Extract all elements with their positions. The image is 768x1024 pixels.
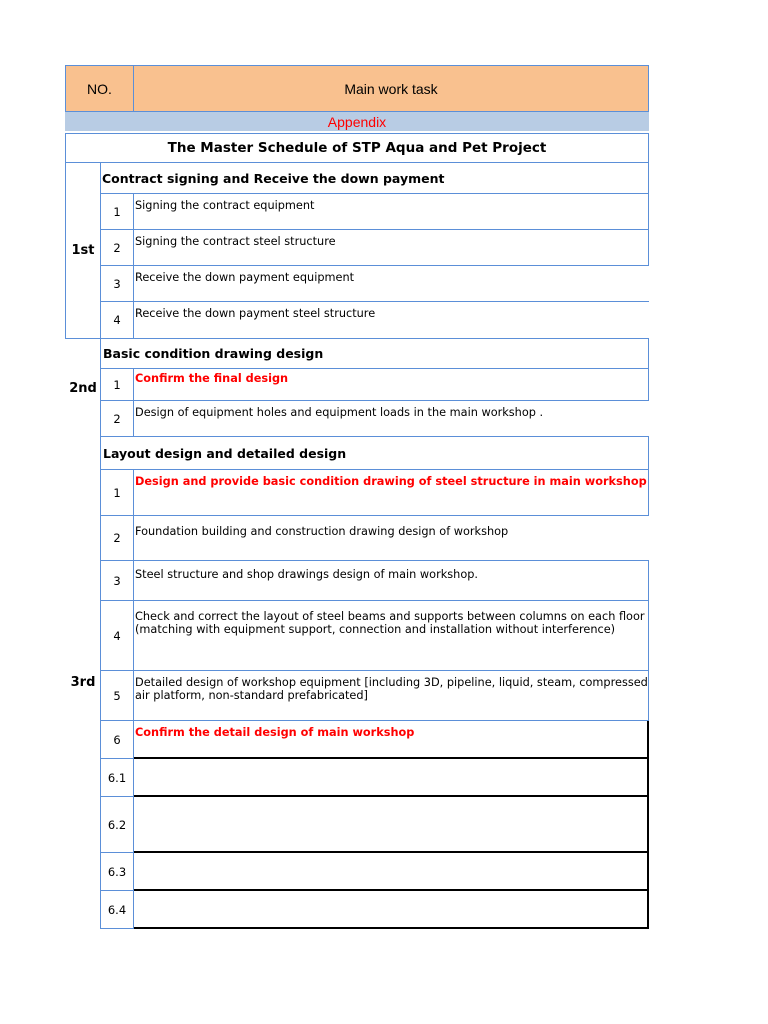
task-number: 2 bbox=[100, 401, 134, 437]
task-number: 2 bbox=[100, 230, 134, 266]
task-description bbox=[134, 516, 649, 561]
task-number: 1 bbox=[100, 194, 134, 230]
task-number: 4 bbox=[100, 601, 134, 671]
task-number: 6.2 bbox=[100, 797, 134, 853]
task-en-text-highlight: Confirm the detail design of main workshop bbox=[135, 726, 415, 739]
task-description bbox=[134, 302, 649, 339]
task-en-text: Receive the down payment steel structure bbox=[135, 307, 376, 320]
task-number: 4 bbox=[100, 302, 134, 339]
task-number: 6.3 bbox=[100, 853, 134, 891]
task-description bbox=[134, 230, 649, 266]
task-en-text: Signing the contract equipment bbox=[135, 199, 315, 212]
header-no: NO. bbox=[65, 65, 134, 112]
phase-label-1st: 1st bbox=[65, 163, 101, 339]
task-en-text-highlight: Design and provide basic condition drawing of steel structure in main workshop bbox=[135, 475, 647, 488]
task-en-text: Check and correct the layout of steel beams and supports between columns on each floor (matching with equipment support, connection and installation without interference) bbox=[135, 610, 645, 636]
task-description bbox=[134, 671, 649, 721]
task-description bbox=[134, 797, 649, 853]
task-en-text: Signing the contract steel structure bbox=[135, 235, 336, 248]
task-en-text: Receive the down payment equipment bbox=[135, 271, 355, 284]
task-en-text: Design of equipment holes and equipment loads in the main workshop . bbox=[135, 406, 544, 419]
task-number: 2 bbox=[100, 516, 134, 561]
task-description bbox=[134, 369, 649, 401]
task-en-text-highlight: Confirm the final design bbox=[135, 372, 289, 385]
section-heading-en: Layout design and detailed design bbox=[103, 445, 347, 461]
task-number: 3 bbox=[100, 266, 134, 302]
task-description bbox=[134, 561, 649, 601]
task-number: 5 bbox=[100, 671, 134, 721]
task-number: 6 bbox=[100, 721, 134, 759]
task-number: 3 bbox=[100, 561, 134, 601]
appendix-label: Appendix bbox=[65, 112, 649, 131]
task-number: 6.1 bbox=[100, 759, 134, 797]
phase-label-3rd: 3rd bbox=[70, 675, 96, 690]
task-description bbox=[134, 401, 649, 437]
section-heading-1st bbox=[100, 163, 649, 194]
task-mixed-text: Detailed design of workshop equipment [including 3D, pipeline, liquid, steam, compressed air platform, non-standard prefabricated] bbox=[135, 676, 648, 702]
task-description bbox=[134, 759, 649, 797]
task-description bbox=[134, 470, 649, 516]
section-heading-3rd bbox=[100, 437, 649, 470]
phase-label-2nd: 2nd bbox=[69, 380, 97, 396]
task-number: 1 bbox=[100, 470, 134, 516]
schedule-title: The Master Schedule of STP Aqua and Pet Project bbox=[65, 133, 649, 163]
section-heading-2nd bbox=[100, 339, 649, 369]
task-description bbox=[134, 891, 649, 929]
task-number: 6.4 bbox=[100, 891, 134, 929]
task-en-text: Steel structure and shop drawings design of main workshop. bbox=[135, 568, 478, 581]
task-en-text: Foundation building and construction drawing design of workshop bbox=[135, 525, 509, 538]
task-description bbox=[134, 266, 649, 302]
task-description bbox=[134, 853, 649, 891]
task-description bbox=[134, 194, 649, 230]
task-description bbox=[134, 721, 649, 759]
task-description bbox=[134, 601, 649, 671]
section-heading-en: Basic condition drawing design bbox=[103, 346, 324, 361]
section-heading-en: Contract signing and Receive the down payment bbox=[102, 170, 445, 186]
task-number: 1 bbox=[100, 369, 134, 401]
header-main-work-task: Main work task bbox=[133, 65, 649, 112]
